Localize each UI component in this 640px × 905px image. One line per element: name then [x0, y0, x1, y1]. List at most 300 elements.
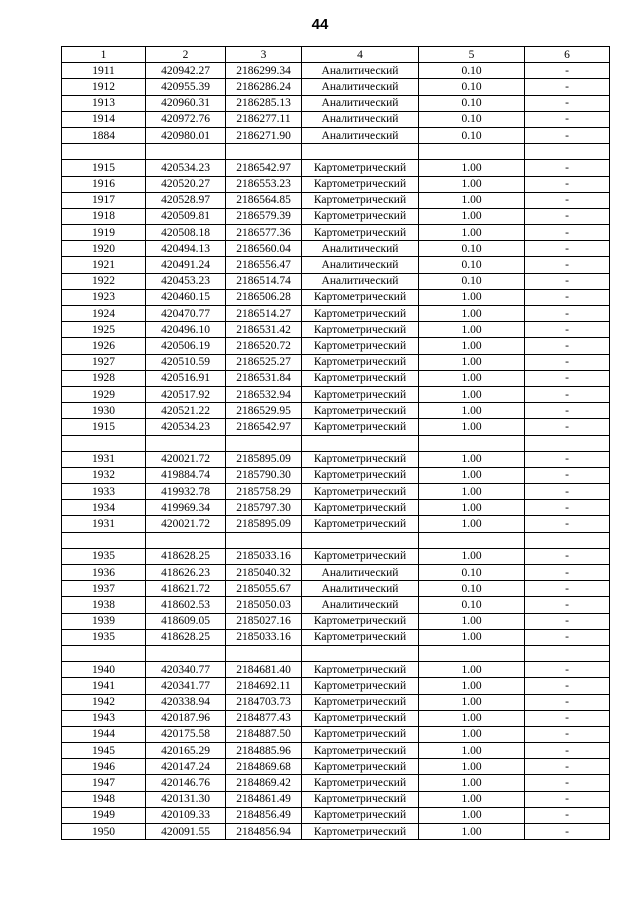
table-cell: 1.00: [419, 322, 525, 338]
table-cell: 1936: [62, 565, 146, 581]
table-cell: Картометрический: [302, 192, 419, 208]
table-cell: -: [525, 678, 610, 694]
table-row: [62, 176, 610, 192]
table-cell: 1920: [62, 241, 146, 257]
table-cell: 0.10: [419, 79, 525, 95]
table-row: [62, 322, 610, 338]
table-cell: Картометрический: [302, 775, 419, 791]
column-header: 1: [62, 47, 146, 63]
table-cell: Картометрический: [302, 289, 419, 305]
table-cell: 420460.15: [146, 289, 226, 305]
table-row: [62, 370, 610, 386]
table-cell: 1931: [62, 451, 146, 467]
table-cell: Картометрический: [302, 338, 419, 354]
table-cell: -: [525, 694, 610, 710]
table-cell: 420516.91: [146, 370, 226, 386]
table-cell: Картометрический: [302, 726, 419, 742]
table-cell: 1922: [62, 273, 146, 289]
table-cell: -: [525, 338, 610, 354]
table-cell: -: [525, 370, 610, 386]
table-cell: 1918: [62, 208, 146, 224]
table-cell: Аналитический: [302, 581, 419, 597]
table-row: [62, 144, 610, 160]
table-cell: 1.00: [419, 629, 525, 645]
table-cell: Аналитический: [302, 257, 419, 273]
table-header-row: [62, 47, 610, 63]
table-cell: -: [525, 111, 610, 127]
table-cell: -: [525, 759, 610, 775]
table-row: [62, 565, 610, 581]
table-cell: 2185050.03: [226, 597, 302, 613]
table-cell: 1921: [62, 257, 146, 273]
table-cell: Картометрический: [302, 160, 419, 176]
table-cell: Картометрический: [302, 306, 419, 322]
table-cell: 1.00: [419, 791, 525, 807]
table-row: [62, 95, 610, 111]
table-row: [62, 403, 610, 419]
table-cell: 1916: [62, 176, 146, 192]
table-row: [62, 662, 610, 678]
table-cell: -: [525, 241, 610, 257]
table-cell: 420021.72: [146, 516, 226, 532]
table-cell: 1927: [62, 354, 146, 370]
table-cell: -: [525, 419, 610, 435]
table-cell: 1.00: [419, 759, 525, 775]
table-cell: 2186271.90: [226, 127, 302, 143]
table-cell: 1884: [62, 127, 146, 143]
table-cell: -: [525, 581, 610, 597]
table-cell: Аналитический: [302, 95, 419, 111]
table-cell: 1940: [62, 662, 146, 678]
table-row: [62, 791, 610, 807]
table-cell: -: [525, 403, 610, 419]
table-row: [62, 225, 610, 241]
table-cell: Картометрический: [302, 419, 419, 435]
table-cell: 2184856.49: [226, 807, 302, 823]
table-cell: [62, 144, 146, 160]
table-cell: Аналитический: [302, 597, 419, 613]
table-cell: Картометрический: [302, 759, 419, 775]
table-cell: [226, 435, 302, 451]
table-cell: 2186553.23: [226, 176, 302, 192]
table-cell: 418628.25: [146, 548, 226, 564]
table-cell: Картометрический: [302, 176, 419, 192]
table-cell: [146, 144, 226, 160]
table-cell: 2185797.30: [226, 500, 302, 516]
table-cell: -: [525, 548, 610, 564]
table-cell: 420453.23: [146, 273, 226, 289]
table-cell: 1926: [62, 338, 146, 354]
table-cell: 2186532.94: [226, 386, 302, 402]
table-cell: 1935: [62, 548, 146, 564]
table-cell: 420521.22: [146, 403, 226, 419]
table-cell: 1.00: [419, 354, 525, 370]
table-cell: 1934: [62, 500, 146, 516]
table-cell: -: [525, 176, 610, 192]
table-cell: 1947: [62, 775, 146, 791]
table-cell: 0.10: [419, 581, 525, 597]
table-cell: -: [525, 451, 610, 467]
table-cell: -: [525, 629, 610, 645]
column-header: 5: [419, 47, 525, 63]
table-cell: 1.00: [419, 208, 525, 224]
table-cell: 2186531.42: [226, 322, 302, 338]
table-cell: 420508.18: [146, 225, 226, 241]
table-row: [62, 79, 610, 95]
table-row: [62, 726, 610, 742]
table-cell: 420470.77: [146, 306, 226, 322]
table-row: [62, 581, 610, 597]
table-cell: 1.00: [419, 160, 525, 176]
table-cell: 2185040.32: [226, 565, 302, 581]
table-cell: 1.00: [419, 710, 525, 726]
table-cell: 1.00: [419, 386, 525, 402]
table-cell: [525, 532, 610, 548]
page-number: 44: [311, 16, 329, 33]
table-cell: 418609.05: [146, 613, 226, 629]
table-cell: 2184703.73: [226, 694, 302, 710]
table-cell: -: [525, 63, 610, 79]
table-row: [62, 759, 610, 775]
table-cell: 420165.29: [146, 743, 226, 759]
table-cell: 1914: [62, 111, 146, 127]
table-cell: -: [525, 791, 610, 807]
table-cell: 418626.23: [146, 565, 226, 581]
table-cell: 2185895.09: [226, 516, 302, 532]
table-cell: Картометрический: [302, 613, 419, 629]
table-cell: -: [525, 289, 610, 305]
table-cell: -: [525, 516, 610, 532]
table-cell: 418602.53: [146, 597, 226, 613]
table-row: [62, 289, 610, 305]
table-cell: 420520.27: [146, 176, 226, 192]
table-cell: Картометрический: [302, 500, 419, 516]
table-cell: 2186506.28: [226, 289, 302, 305]
table-cell: [62, 645, 146, 661]
table-cell: 1.00: [419, 338, 525, 354]
table-row: [62, 192, 610, 208]
table-cell: 420942.27: [146, 63, 226, 79]
table-cell: Аналитический: [302, 79, 419, 95]
table-cell: 1912: [62, 79, 146, 95]
table-cell: 1.00: [419, 225, 525, 241]
table-cell: 420972.76: [146, 111, 226, 127]
table-cell: 2184887.50: [226, 726, 302, 742]
column-header: 2: [146, 47, 226, 63]
coordinates-table: [61, 46, 610, 840]
table-cell: 2186531.84: [226, 370, 302, 386]
table-cell: 1924: [62, 306, 146, 322]
table-row: [62, 710, 610, 726]
table-cell: 1917: [62, 192, 146, 208]
table-cell: 1.00: [419, 678, 525, 694]
table-cell: 420534.23: [146, 160, 226, 176]
table-row: [62, 629, 610, 645]
table-cell: 2186514.27: [226, 306, 302, 322]
table-cell: 0.10: [419, 241, 525, 257]
table-cell: [419, 144, 525, 160]
table-cell: 0.10: [419, 95, 525, 111]
table-cell: 2184692.11: [226, 678, 302, 694]
table-cell: 1919: [62, 225, 146, 241]
column-header: 4: [302, 47, 419, 63]
table-cell: 0.10: [419, 127, 525, 143]
table-row: [62, 338, 610, 354]
table-cell: 2184869.68: [226, 759, 302, 775]
table-cell: Картометрический: [302, 807, 419, 823]
table-cell: 1939: [62, 613, 146, 629]
table-cell: 420960.31: [146, 95, 226, 111]
table-cell: 420496.10: [146, 322, 226, 338]
table-cell: 1.00: [419, 613, 525, 629]
table-cell: -: [525, 743, 610, 759]
table-row: [62, 532, 610, 548]
table-cell: 1925: [62, 322, 146, 338]
table-cell: 420109.33: [146, 807, 226, 823]
table-cell: 1942: [62, 694, 146, 710]
table-cell: 1945: [62, 743, 146, 759]
table-cell: Картометрический: [302, 548, 419, 564]
table-cell: [302, 645, 419, 661]
table-row: [62, 435, 610, 451]
table-cell: 419932.78: [146, 484, 226, 500]
table-cell: -: [525, 467, 610, 483]
table-cell: 2186542.97: [226, 160, 302, 176]
table-cell: 420338.94: [146, 694, 226, 710]
table-cell: 0.10: [419, 597, 525, 613]
table-cell: 2186556.47: [226, 257, 302, 273]
table-cell: [302, 532, 419, 548]
table-cell: 1938: [62, 597, 146, 613]
table-cell: 420187.96: [146, 710, 226, 726]
table-cell: 1932: [62, 467, 146, 483]
table-cell: Картометрический: [302, 451, 419, 467]
table-cell: -: [525, 775, 610, 791]
table-cell: 420510.59: [146, 354, 226, 370]
table-cell: 0.10: [419, 257, 525, 273]
table-cell: 1943: [62, 710, 146, 726]
table-cell: [226, 144, 302, 160]
table-row: [62, 824, 610, 840]
table-cell: 1937: [62, 581, 146, 597]
table-cell: 1928: [62, 370, 146, 386]
table-cell: 1.00: [419, 775, 525, 791]
table-cell: Картометрический: [302, 694, 419, 710]
table-cell: 1950: [62, 824, 146, 840]
table-cell: 1933: [62, 484, 146, 500]
table-row: [62, 386, 610, 402]
table-cell: 1948: [62, 791, 146, 807]
table-cell: [419, 532, 525, 548]
table-cell: 2186564.85: [226, 192, 302, 208]
table-cell: 1.00: [419, 289, 525, 305]
table-cell: 419969.34: [146, 500, 226, 516]
table-cell: 420980.01: [146, 127, 226, 143]
table-cell: -: [525, 273, 610, 289]
table-cell: 419884.74: [146, 467, 226, 483]
table-cell: 420131.30: [146, 791, 226, 807]
table-cell: Картометрический: [302, 225, 419, 241]
table-cell: 1941: [62, 678, 146, 694]
table-cell: 418628.25: [146, 629, 226, 645]
table-cell: 2185790.30: [226, 467, 302, 483]
table-cell: [146, 645, 226, 661]
table-cell: 2186285.13: [226, 95, 302, 111]
table-cell: -: [525, 565, 610, 581]
table-cell: -: [525, 95, 610, 111]
table-cell: -: [525, 484, 610, 500]
table-row: [62, 516, 610, 532]
table-cell: Картометрический: [302, 743, 419, 759]
table-cell: Картометрический: [302, 629, 419, 645]
table-row: [62, 354, 610, 370]
table-cell: 2184869.42: [226, 775, 302, 791]
table-cell: 2186299.34: [226, 63, 302, 79]
table-cell: 1911: [62, 63, 146, 79]
column-header: 3: [226, 47, 302, 63]
table-cell: 1930: [62, 403, 146, 419]
table-cell: 420147.24: [146, 759, 226, 775]
table-cell: 420517.92: [146, 386, 226, 402]
table-row: [62, 127, 610, 143]
table-cell: -: [525, 386, 610, 402]
table-row: [62, 467, 610, 483]
table-cell: Картометрический: [302, 791, 419, 807]
table-row: [62, 273, 610, 289]
table-cell: 2185758.29: [226, 484, 302, 500]
table-cell: Картометрический: [302, 208, 419, 224]
table-cell: 2186579.39: [226, 208, 302, 224]
table-cell: 1931: [62, 516, 146, 532]
table-cell: -: [525, 225, 610, 241]
column-header: 6: [525, 47, 610, 63]
table-row: [62, 743, 610, 759]
table-cell: 1923: [62, 289, 146, 305]
table-cell: 420506.19: [146, 338, 226, 354]
table-row: [62, 597, 610, 613]
table-row: [62, 678, 610, 694]
table-cell: 420341.77: [146, 678, 226, 694]
table-cell: Картометрический: [302, 678, 419, 694]
table-cell: [525, 144, 610, 160]
table-cell: 420175.58: [146, 726, 226, 742]
table-cell: Картометрический: [302, 516, 419, 532]
table-cell: 1.00: [419, 484, 525, 500]
table-cell: 1946: [62, 759, 146, 775]
table-row: [62, 257, 610, 273]
table-cell: Картометрический: [302, 354, 419, 370]
table-cell: 1915: [62, 419, 146, 435]
table-cell: [302, 144, 419, 160]
table-row: [62, 613, 610, 629]
table-cell: 420091.55: [146, 824, 226, 840]
table-cell: 420340.77: [146, 662, 226, 678]
table-cell: 1.00: [419, 694, 525, 710]
table-cell: 1.00: [419, 192, 525, 208]
table-cell: 1.00: [419, 451, 525, 467]
table-cell: 2186514.74: [226, 273, 302, 289]
table-row: [62, 548, 610, 564]
table-cell: [525, 645, 610, 661]
table-cell: -: [525, 824, 610, 840]
table-cell: 2186542.97: [226, 419, 302, 435]
table-row: [62, 306, 610, 322]
table-row: [62, 63, 610, 79]
table-cell: 2184681.40: [226, 662, 302, 678]
table-cell: Аналитический: [302, 241, 419, 257]
table-cell: -: [525, 807, 610, 823]
table-cell: 1.00: [419, 743, 525, 759]
table-cell: -: [525, 710, 610, 726]
table-cell: 1.00: [419, 370, 525, 386]
table-cell: 1.00: [419, 548, 525, 564]
table-cell: 1.00: [419, 516, 525, 532]
table-cell: 420491.24: [146, 257, 226, 273]
table-cell: 2184877.43: [226, 710, 302, 726]
table-cell: 1.00: [419, 807, 525, 823]
table-cell: 1913: [62, 95, 146, 111]
table-cell: [62, 532, 146, 548]
table-cell: Картометрический: [302, 484, 419, 500]
table-cell: Картометрический: [302, 824, 419, 840]
table-cell: Аналитический: [302, 63, 419, 79]
table-cell: 2185055.67: [226, 581, 302, 597]
table-cell: 420528.97: [146, 192, 226, 208]
table-cell: 420021.72: [146, 451, 226, 467]
table-cell: 1.00: [419, 306, 525, 322]
table-cell: -: [525, 257, 610, 273]
table-cell: -: [525, 160, 610, 176]
table-cell: Картометрический: [302, 403, 419, 419]
table-cell: -: [525, 726, 610, 742]
table-row: [62, 807, 610, 823]
table-cell: [419, 645, 525, 661]
table-cell: [226, 532, 302, 548]
table-cell: 0.10: [419, 111, 525, 127]
table-cell: 1.00: [419, 824, 525, 840]
table-cell: -: [525, 597, 610, 613]
table-cell: 1.00: [419, 419, 525, 435]
table-cell: 1929: [62, 386, 146, 402]
table-cell: Картометрический: [302, 370, 419, 386]
table-cell: -: [525, 354, 610, 370]
table-cell: -: [525, 500, 610, 516]
table-cell: 2184861.49: [226, 791, 302, 807]
table-cell: 1.00: [419, 726, 525, 742]
table-cell: 1944: [62, 726, 146, 742]
table-row: [62, 208, 610, 224]
table-cell: Картометрический: [302, 662, 419, 678]
table-cell: Аналитический: [302, 273, 419, 289]
table-cell: 2186560.04: [226, 241, 302, 257]
table-cell: Аналитический: [302, 111, 419, 127]
table-cell: 420494.13: [146, 241, 226, 257]
table-cell: 0.10: [419, 63, 525, 79]
table-cell: 1949: [62, 807, 146, 823]
table-cell: 2184856.94: [226, 824, 302, 840]
table-cell: [419, 435, 525, 451]
table-row: [62, 484, 610, 500]
table-cell: 2186525.27: [226, 354, 302, 370]
table-cell: 1915: [62, 160, 146, 176]
table-cell: Картометрический: [302, 386, 419, 402]
table-row: [62, 645, 610, 661]
table-cell: -: [525, 79, 610, 95]
table-cell: -: [525, 208, 610, 224]
table-cell: 2186529.95: [226, 403, 302, 419]
table-row: [62, 694, 610, 710]
table-cell: 420955.39: [146, 79, 226, 95]
